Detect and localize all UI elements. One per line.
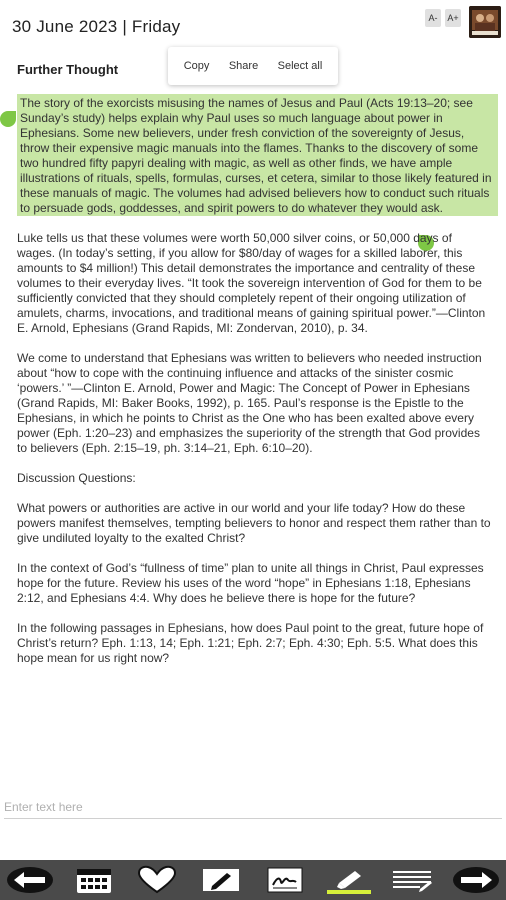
paragraph-1: Luke tells us that these volumes were worth 50,000 silver coins, or 50,000 days of wages. (In today’s setting, if you allow for $80/day of wages for a skilled laborer, this amounts to $4 million!) This detail demonstrates the importance and centrality of these volumes to their everyday lives. “It took the sovereign intervention of God for them to be sufficiently convicted that they should completely repent of their ongoing utilization of amulets, charms, invocations, and traditional means of gaining spiritual power.”—Clinton E. Arnold, Ephesians (Grand Rapids, MI: Zondervan, 2010), p. 34. [17, 231, 486, 335]
section-subtitle: Further Thought [17, 62, 119, 77]
lesson-content [17, 94, 492, 681]
calendar-icon [74, 865, 114, 895]
share-menu-item[interactable]: Share [228, 60, 259, 72]
heart-icon [136, 865, 178, 895]
edit-icon [201, 865, 241, 895]
favorite-button[interactable] [131, 862, 183, 898]
sign-button[interactable] [259, 862, 311, 898]
font-decrease-button[interactable]: A- [425, 9, 441, 27]
edit-button[interactable] [195, 862, 247, 898]
calendar-button[interactable] [68, 862, 120, 898]
highlighter-icon [325, 865, 373, 895]
highlighted-paragraph[interactable]: The story of the exorcists misusing the names of Jesus and Paul (Acts 19:13–20; see Sunday’s study) helps explain why Paul uses so much language about power in Ephesians. Some new believers, under fresh conviction of the sovereignty of Jesus, throw their expensive magic manuals into the flames. Thanks to the discovery of some two hundred fifty papyri dealing with magic, as well as other finds, we have ample illustrations of rituals, spells, formulas, curses, et cetera, similar to those likely featured in these manuals of magic. The volumes had advised believers how to conduct such rituals to persuade gods, goddesses, and spirit powers to do whatever they would ask. [17, 94, 498, 216]
sign-icon [265, 865, 305, 895]
bottom-toolbar [0, 860, 506, 900]
avatar-image-icon [469, 6, 501, 38]
select-all-menu-item[interactable]: Select all [277, 60, 323, 72]
selection-handle-start[interactable] [0, 111, 16, 127]
question-3: In the following passages in Ephesians, how does Paul point to the great, future hope of Christ’s return? Eph. 1:13, 14; Eph. 1:21; Eph. 2:7; Eph. 4:30; Eph. 5:5. What does this hope mean for us right now? [17, 621, 484, 665]
arrow-right-icon [451, 865, 501, 895]
previous-day-button[interactable] [4, 862, 56, 898]
highlight-button[interactable] [323, 862, 375, 898]
notes-button[interactable] [386, 862, 438, 898]
notes-icon [390, 865, 434, 895]
font-increase-button[interactable]: A+ [445, 9, 461, 27]
question-2: In the context of God’s “fullness of time” plan to unite all things in Christ, Paul expresses hope for the future. Review his uses of the word “hope” in Ephesians 1:18, Ephesians 2:12, and Ephesians 4:4. Why does he believe there is hope for the future? [17, 561, 484, 605]
question-1: What powers or authorities are active in our world and your life today? How do these powers manifest themselves, tempting believers to honor and respect them rather than to give undiluted loyalty to the exalted Christ? [17, 501, 491, 545]
paragraph-2: We come to understand that Ephesians was written to believers who needed instruction about “how to cope with the continuing influence and attacks of the sinister cosmic ‘powers.’ ”—Clinton E. Arnold, Power and Magic: The Concept of Power in Ephesians (Grand Rapids, MI: Baker Books, 1992), p. 165. Paul’s response is the Epistle to the Ephesians, in which he points to Christ as the One who has been exalted above every power (Eph. 1:20–23) and emphasizes the superiority of the strength that God provides to believers (Eph. 2:15–19, ph. 3:14–21, Eph. 6:10–20). [17, 351, 482, 455]
next-day-button[interactable] [450, 862, 502, 898]
avatar[interactable] [469, 6, 501, 38]
copy-menu-item[interactable]: Copy [183, 60, 210, 72]
date-title: 30 June 2023 | Friday [12, 17, 181, 36]
text-selection-menu [168, 47, 338, 85]
discussion-heading: Discussion Questions: [17, 471, 136, 485]
note-input[interactable] [4, 798, 502, 819]
arrow-left-icon [5, 865, 55, 895]
